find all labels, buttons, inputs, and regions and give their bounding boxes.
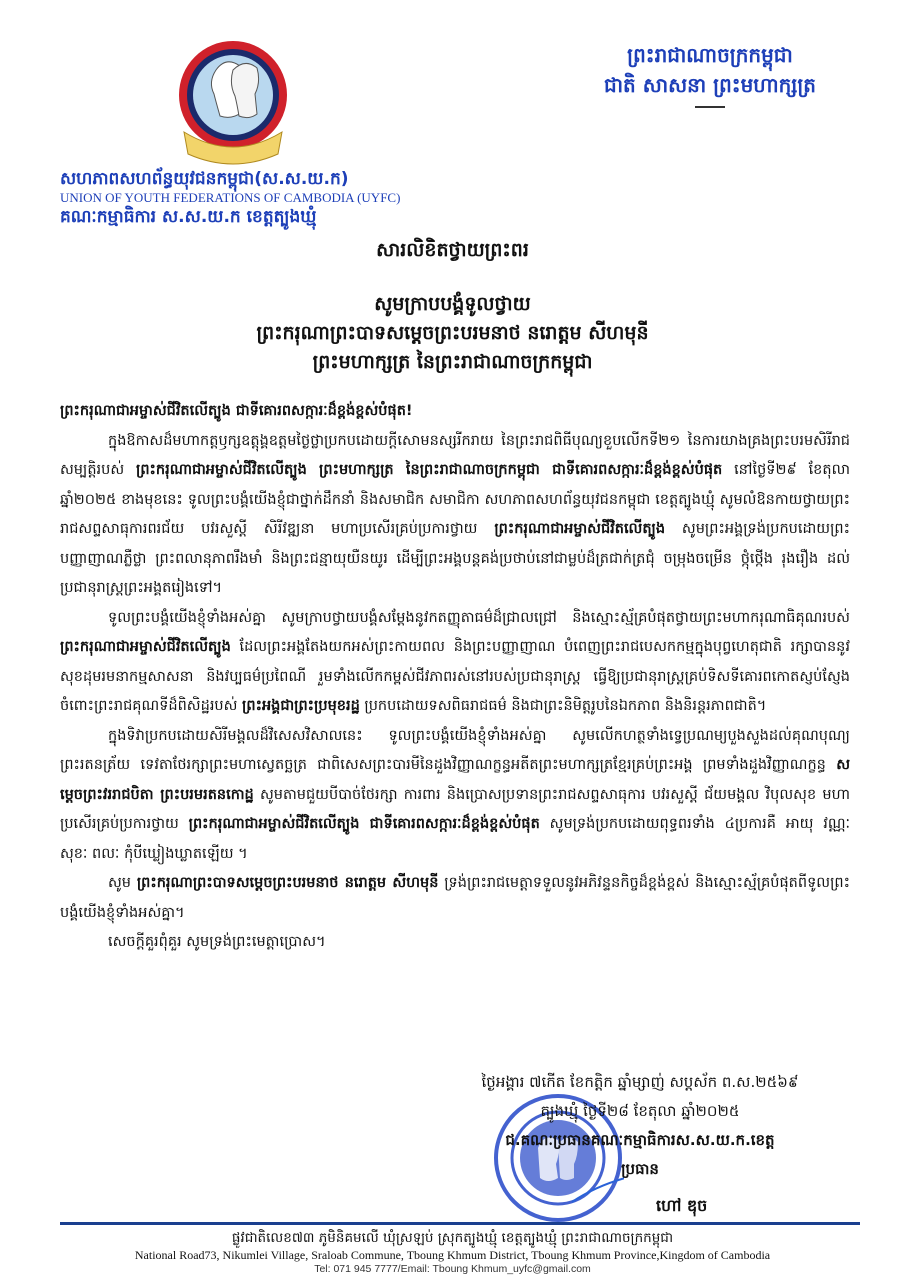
contact-info: Tel: 071 945 7777/Email: Tboung Khmum_uyfc@gmail.com (314, 1263, 591, 1275)
address-en: National Road73, Nikumlei Village, Sraloab Commune, Tboung Khmum District, Tboung Khmum Province,Kingdom of Cambodia (134, 1248, 771, 1262)
letter-body (60, 397, 850, 958)
emphasized-text: សម្តេចព្រះវររាជបិតា ព្រះបរមរតនកោដ្ឋ (60, 757, 850, 803)
body-paragraph (60, 722, 850, 870)
national-motto: ជាតិ សាសនា ព្រះមហាក្សត្រ (604, 73, 816, 97)
paragraph-text: ដែលព្រះអង្គតែងយកអស់ព្រះកាយពល និងព្រះបញ្ញាញាណ បំពេញព្រះរាជបេសកកម្មក្នុងបុព្វហេតុជាតិ រក្សាបាននូវសុខដុមរមនាកម្មសាសនា និងវប្បធម៌ប្រពៃណី រួមទាំងលើកកម្ពស់ជីវភាពរស់នៅរបស់ប្រជានុរាស្ត្រ ធ្វើឱ្យប្រជានុរាស្ត្រគ្រប់ទិសទីគោរពកោតស្ញប់ស្ញែងចំពោះព្រះរាជគុណទីដ៏ពិសិដ្ឋរបស់ (60, 639, 850, 714)
title-line: ព្រះមហាក្សត្រ នៃព្រះរាជាណាចក្រកម្ពុជា (312, 351, 593, 373)
signer-title: ជ.គណៈប្រធានគណៈកម្មាធិការស.ស.យ.ក.ខេត្ត (505, 1131, 775, 1149)
footer (0, 1228, 905, 1275)
paragraph-text: ប្រកបដោយទសពិធរាជធម៌ និងជាព្រះនិមិត្តរូបនៃឯកភាព និងនិរន្តរភាពជាតិ។ (359, 698, 767, 714)
ornament-divider (695, 106, 725, 108)
signer-role: ប្រធាន (621, 1160, 659, 1178)
org-header (60, 168, 400, 228)
title-line: ព្រះករុណាព្រះបាទសម្តេចព្រះបរមនាថ នរោត្តម សីហមុនី (256, 322, 649, 344)
address-kh: ផ្លូវជាតិលេខ៧៣ ភូមិនិគមលើ ឃុំស្រឡប់ ស្រុកត្បូងឃ្មុំ ខេត្តត្បូងឃ្មុំ ព្រះរាជាណាចក្រកម្ពុជា (231, 1230, 674, 1246)
salutation: ព្រះករុណាជាអម្ចាស់ជីវិតលើត្បូង ជាទីគោរពសក្ការៈដ៏ខ្ពង់ខ្ពស់បំផុត! (60, 403, 413, 419)
kingdom-name: ព្រះរាជាណាចក្រកម្ពុជា (627, 43, 793, 67)
uyfc-logo (178, 40, 288, 168)
place-date: ត្បូងឃ្មុំ ថ្ងៃទី២៨ ខែតុលា ឆ្នាំ២០២៥ (540, 1102, 740, 1120)
paragraph-text: សូមទ្រង់ប្រកបដោយពុទ្ធពរទាំង ៤ប្រការគឺ អាយុ វណ្ណៈ សុខៈ ពលៈ កុំបីឃ្លៀងឃ្លាតឡើយ ។ (60, 816, 850, 862)
body-paragraph (60, 869, 850, 928)
paragraph-text: ទូលព្រះបង្គំយើងខ្ញុំទាំងអស់គ្នា សូមក្រាបថ្វាយបង្គំសម្តែងនូវកតញ្ញុតាធម៌ដ៏ជ្រាលជ្រៅ និងស្មោះស្ម័គ្របំផុតថ្វាយព្រះមហាករុណាធិគុណរបស់ (108, 609, 850, 626)
emphasized-text: ព្រះករុណាជាអម្ចាស់ជីវិតលើត្បូង ជាទីគោរពសក្ការៈដ៏ខ្ពង់ខ្ពស់បំផុត (188, 816, 540, 832)
letter-type: សារលិខិតថ្វាយព្រះពរ (376, 239, 529, 261)
emphasized-text: ព្រះករុណាជាអម្ចាស់ជីវិតលើត្បូង ព្រះមហាក្សត្រ នៃព្រះរាជាណាចក្រកម្ពុជា ជាទីគោរពសក្ការៈដ៏ខ្ពង់ខ្ពស់បំផុត (136, 462, 723, 478)
lunar-date: ថ្ងៃអង្គារ ៧កើត ខែកត្តិក ឆ្នាំម្សាញ់ សប្តស័ក ព.ស.២៥៦៩ (481, 1073, 799, 1091)
org-name-kh: សហភាពសហព័ន្ធយុវជនកម្ពុជា(ស.ស.យ.ក) (60, 169, 349, 189)
org-name-en: UNION OF YOUTH FEDERATIONS OF CAMBODIA (UYFC) (60, 190, 401, 205)
letter-title (0, 290, 905, 377)
paragraph-text: សូម (108, 875, 137, 891)
paragraph-text: សេចក្តីគួរពុំគួរ សូមទ្រង់ព្រះមេត្តាប្រោស។ (108, 934, 326, 950)
body-paragraph (60, 928, 850, 958)
paragraph-text: ទ្រង់ព្រះរាជមេត្តាទទួលនូវអភិវន្ទនកិច្ចដ៏ខ្ពង់ខ្ពស់ និងស្មោះស្ម័គ្របំផុតពីទូលព្រះបង្គំយើងខ្ញុំទាំងអស់គ្នា។ (60, 875, 850, 921)
footer-divider (60, 1222, 860, 1225)
paragraph-text: នៅថ្ងៃទី២៩ ខែតុលា ឆ្នាំ២០២៥ ខាងមុខនេះ ទូលព្រះបង្គំយើងខ្ញុំជាថ្នាក់ដឹកនាំ និងសមាជិក សមាជិកា សហភាពសហព័ន្ធយុវជនកម្ពុជា ខេត្តត្បូងឃ្មុំ សូមលំឱនកាយថ្វាយព្រះរាជសព្ទសាធុការពរជ័យ បវរសួស្តី សិរីវឌ្ឍនា មហាប្រសើរគ្រប់ប្រការថ្វាយ (60, 462, 850, 537)
emphasized-text: ព្រះករុណាជាអម្ចាស់ជីវិតលើត្បូង (494, 521, 666, 537)
closing-block (420, 1068, 860, 1184)
committee-name: គណៈកម្មាធិការ ស.ស.យ.ក ខេត្តត្បូងឃ្មុំ (60, 207, 317, 227)
title-line: សូមក្រាបបង្គំទូលថ្វាយ (374, 293, 531, 315)
paragraph-text: ក្នុងទិវាប្រកបដោយសិរីមង្គលដ៏វិសេសវិសាលនេះ ទូលព្រះបង្គំយើងខ្ញុំទាំងអស់គ្នា សូមលើកហត្ថទាំងទ្វេប្រណម្យបួងសួងដល់គុណបុណ្យព្រះរតនត្រ័យ ទេវតាថែរក្សាព្រះមហាស្វេតច្ឆត្រ ជាពិសេសព្រះបារមីនៃដួងវិញ្ញាណក្ខន្ធអតីតព្រះមហាក្សត្រខ្មែរគ្រប់ព្រះអង្គ ព្រមទាំងដួងវិញ្ញាណក្ខន្ធ (60, 727, 850, 773)
emphasized-text: ព្រះករុណាជាអម្ចាស់ជីវិតលើត្បូង (60, 639, 231, 655)
paragraph-text: សូមព្រះអង្គទ្រង់ប្រកបដោយព្រះបញ្ញាញាណភ្លឺថ្លា ព្រះពលានុភាពរឹងមាំ និងព្រះជន្មាយុយឺនយូរ ដើម្បីព្រះអង្គបន្តគង់ប្រថាប់នៅជាម្លប់ដ៏ត្រជាក់ត្រជុំ ចម្រុងចម្រើន ថ្កុំថ្កើង រុងរឿង ដល់ប្រជានុរាស្ត្រព្រះអង្គតរៀងទៅ។ (60, 521, 850, 596)
body-paragraph (60, 427, 850, 604)
body-paragraph (60, 604, 850, 722)
emphasized-text: ព្រះអង្គជាព្រះប្រមុខរដ្ឋ (242, 698, 360, 714)
paragraph-text: ក្នុងឱកាសដ៏មហាកត្តឫក្សឧត្តុង្គឧត្តមថ្ងៃថ្លាប្រកបដោយក្តីសោមនស្សរីករាយ នៃព្រះរាជពិធីបុណ្យខួបលើកទី២១ នៃការយាងគ្រងព្រះបរមសិរីរាជសម្បត្តិរបស់ (60, 432, 850, 478)
kingdom-header (560, 40, 860, 108)
emphasized-text: ព្រះករុណាព្រះបាទសម្តេចព្រះបរមនាថ នរោត្តម សីហមុនី (136, 875, 439, 891)
paragraph-text: សូមតាមជួយបីបាច់ថែរក្សា ការពារ និងប្រោសប្រទានព្រះរាជសព្ទសាធុការ បវរសួស្តី ជ័យមង្គល វិបុលសុខ មហាប្រសើរគ្រប់ប្រការថ្វាយ (60, 786, 851, 832)
signer-name: ហៅ ឌុច (656, 1196, 708, 1215)
